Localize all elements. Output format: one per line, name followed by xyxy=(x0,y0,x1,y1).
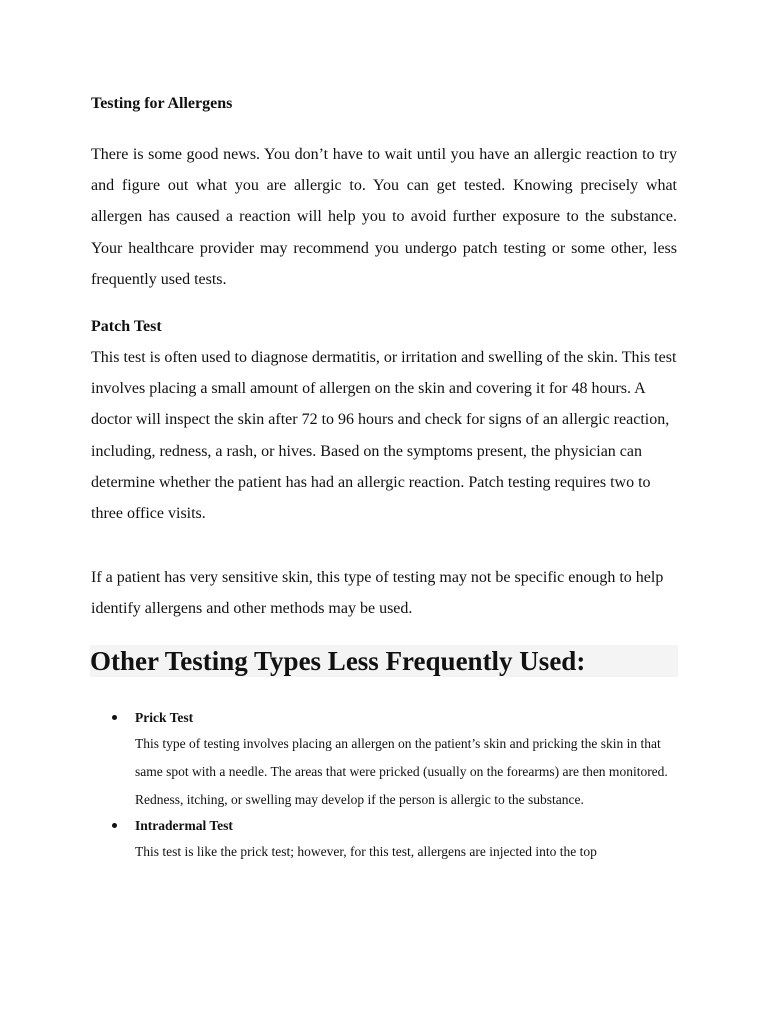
list-item-title: Prick Test xyxy=(135,710,194,725)
intro-paragraph: There is some good news. You don’t have to wait until you have an allergic reaction to try and figure out what you are allergic to. You can get tested. Knowing precisely what allergen has caused a reaction will help you to avoid further exposure to the substance. Your healthcare provider may recommend you undergo patch testing or some other, less frequently used tests. xyxy=(91,146,677,288)
sensitive-skin-paragraph: If a patient has very sensitive skin, this type of testing may not be specific enough to help identify allergens and other methods may be used. xyxy=(91,569,664,618)
document-title: Testing for Allergens xyxy=(91,95,233,112)
bullet-icon xyxy=(112,715,117,720)
other-tests-heading: Other Testing Types Less Frequently Used: xyxy=(90,645,678,677)
list-item-text: This test is like the prick test; however, for this test, allergens are injected into the top xyxy=(135,844,597,859)
bullet-icon xyxy=(112,823,117,828)
other-tests-list xyxy=(0,706,768,866)
patch-test-paragraph: This test is often used to diagnose dermatitis, or irritation and swelling of the skin. This test involves placing a small amount of allergen on the skin and covering it for 48 hours. A doctor will inspect the skin after 72 to 96 hours and check for signs of an allergic reaction, including, redness, a rash, or hives. Based on the symptoms present, the physician can determine whether the patient has had an allergic reaction. Patch testing requires two to three office visits. xyxy=(91,349,677,523)
patch-test-heading: Patch Test xyxy=(91,318,162,335)
list-item-title: Intradermal Test xyxy=(135,818,233,833)
list-item-text: This type of testing involves placing an allergen on the patient’s skin and pricking the skin in that same spot with a needle. The areas that were pricked (usually on the forearms) are then monitored. Redness, itching, or swelling may develop if the person is allergic to the substance. xyxy=(135,736,668,807)
list-item xyxy=(0,814,768,866)
list-item xyxy=(0,706,768,814)
